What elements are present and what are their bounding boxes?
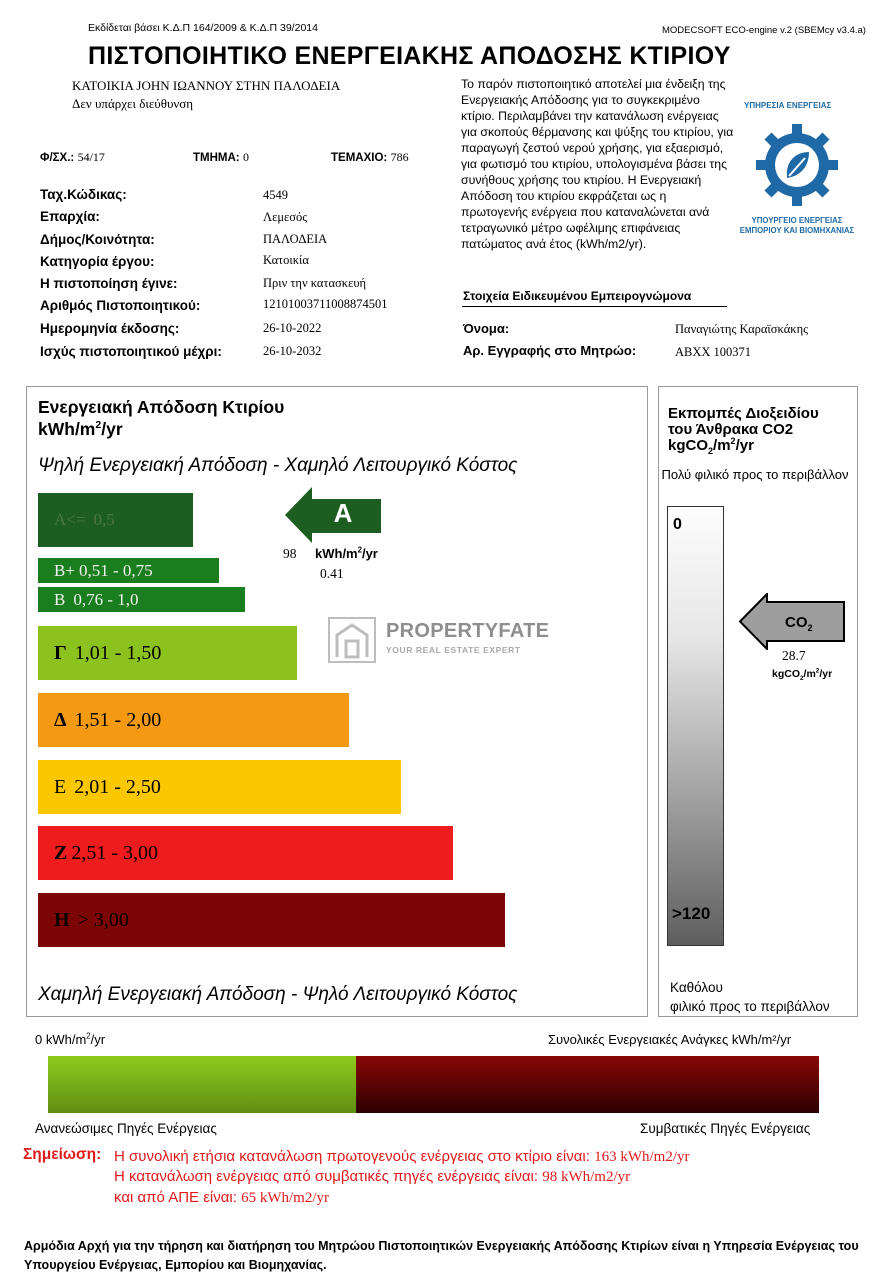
watermark-brand: PROPERTYFATE	[386, 620, 550, 642]
rating-band-b	[38, 587, 245, 612]
expert-registration-label: Αρ. Εγγραφής στο Μητρώο:	[463, 343, 637, 358]
band-letter: Η	[54, 908, 70, 931]
energy-rating-unit: kWh/$m^2/yr$	[38, 419, 123, 439]
co2-arrow-label: $CO_2$	[785, 614, 813, 633]
co2-scale-max: >120	[672, 904, 711, 923]
co2-title-line1: Εκπομπές Διοξειδίου	[668, 405, 819, 422]
high-performance-caption: Ψηλή Ενεργειακή Απόδοση - Χαμηλό Λειτουργικό Κόστος	[38, 455, 518, 476]
co2-not-friendly-label	[670, 978, 830, 1016]
regulation-reference: Εκδίδεται βάσει Κ.Δ.Π 164/2009 & Κ.Δ.Π 39/2014	[88, 22, 318, 34]
expert-section-title: Στοιχεία Ειδικευμένου Εμπειρογνώμονα	[463, 289, 692, 303]
note-conventional-value: 98 kWh/m2/yr	[542, 1169, 631, 1185]
co2-title-unit: $kgCO_2/m^2/yr$	[668, 436, 754, 456]
co2-title	[668, 406, 819, 454]
renewable-segment	[48, 1056, 356, 1113]
plot-field	[331, 150, 409, 165]
municipality-value: ΠΑΛΟΔΕΙΑ	[263, 232, 328, 246]
conventional-sources-label: Συμβατικές Πηγές Ενέργειας	[640, 1121, 811, 1136]
band-letter: B+	[54, 560, 75, 580]
note-total-text: Η συνολική ετήσια κατανάλωση πρωτογενούς ενέργειας στο κτίριο είναι:	[114, 1148, 590, 1165]
postcode-label: Ταχ.Κώδικας:	[40, 187, 127, 202]
band-range: 0,51 - 0,75	[78, 560, 153, 580]
note-total-consumption	[114, 1148, 689, 1166]
co2-emissions-unit: $kgCO_2/m^2/yr$	[772, 667, 833, 683]
co2-title-line2: του Άνθρακα CO2	[668, 421, 794, 438]
postcode-value: 4549	[263, 188, 288, 202]
rating-band-a	[38, 493, 193, 547]
plot-value: 786	[390, 150, 409, 164]
conventional-segment	[356, 1056, 819, 1113]
band-letter: Δ	[54, 708, 67, 731]
band-range: 2,01 - 2,50	[74, 775, 161, 798]
energy-bar-min-label: 0 kWh/$m^2/yr$	[35, 1031, 106, 1047]
certification-stage-value: Πριν την κατασκευή	[263, 276, 367, 290]
energy-consumption-unit: kWh/$m^2/yr$	[315, 545, 378, 561]
sheet-value: 54/17	[77, 150, 105, 164]
energy-ratio-value: 0.41	[320, 566, 344, 581]
watermark-tagline: YOUR REAL ESTATE EXPERT	[386, 645, 521, 655]
section-value: 0	[242, 150, 249, 164]
ministry-name-line2: ΕΜΠΟΡΙΟΥ ΚΑΙ ΒΙΟΜΗΧΑΝΙΑΣ	[739, 226, 855, 235]
district-value: Λεμεσός	[263, 210, 308, 224]
certificate-number-label: Αριθμός Πιστοποιητικού:	[40, 298, 201, 313]
energy-bar-total-label: Συνολικές Ενεργειακές Ανάγκες kWh/m²/yr	[548, 1032, 792, 1047]
rating-band-b-plus	[38, 558, 219, 583]
energy-consumption-value: 98	[283, 546, 297, 561]
band-range: 1,01 - 1,50	[74, 641, 162, 664]
ministry-name	[724, 216, 870, 236]
expert-name-label: Όνομα:	[463, 321, 510, 336]
note-total-value: 163 kWh/m2/yr	[594, 1149, 690, 1165]
page-title: ΠΙΣΤΟΠΟΙΗΤΙΚΟ ΕΝΕΡΓΕΙΑΚΗΣ ΑΠΟΔΟΣΗΣ ΚΤΙΡΙΟΥ	[88, 42, 731, 70]
energy-rating-heading: Ενεργειακή Απόδοση Κτιρίου	[38, 397, 285, 417]
band-letter: A<=	[54, 510, 86, 529]
band-range: 0,76 - 1,0	[73, 589, 139, 609]
certificate-number-value: 12101003711008874501	[263, 297, 388, 311]
section-label: ΤΜΗΜΑ:	[193, 152, 240, 164]
issue-date-label: Ημερομηνία έκδοσης:	[40, 321, 180, 336]
expert-name-value: Παναγιώτης Καραϊσκάκης	[675, 322, 809, 336]
band-letter: Γ	[54, 641, 67, 664]
co2-scale-min: 0	[673, 516, 682, 533]
issue-date-value: 26-10-2022	[263, 321, 322, 335]
watermark-logo-icon	[328, 617, 376, 663]
competent-authority-footer: Αρμόδια Αρχή για την τήρηση και διατήρηση του Μητρώου Πιστοποιητικών Ενεργειακής Απόδοσης Κτιρίων είναι η Υπηρεσία Ενέργειας του Υπουργείου Ενέργειας, Εμπορίου και Βιομηχανίας.	[24, 1239, 859, 1272]
note-label: Σημείωση:	[23, 1146, 102, 1163]
rating-band-zeta	[38, 826, 453, 880]
note-renewable-consumption	[114, 1189, 329, 1207]
rating-band-delta	[38, 693, 349, 747]
ministry-service-name: ΥΠΗΡΕΣΙΑ ΕΝΕΡΓΕΙΑΣ	[744, 101, 832, 110]
municipality-label: Δήμος/Κοινότητα:	[40, 232, 155, 247]
building-address: Δεν υπάρχει διεύθυνση	[72, 96, 194, 111]
co2-not-friendly-line2: φιλικό προς το περιβάλλον	[670, 999, 830, 1014]
district-label: Επαρχία:	[40, 209, 100, 224]
band-range: 0,5	[93, 510, 115, 529]
co2-emissions-value: 28.7	[782, 648, 806, 663]
co2-scale-bar	[667, 506, 724, 946]
rating-band-gamma	[38, 626, 297, 680]
co2-not-friendly-line1: Καθόλου	[670, 980, 723, 995]
building-owner: ΚΑΤΟΙΚΙΑ JOHN ΙΩΑΝΝΟΥ ΣΤΗΝ ΠΑΛΟΔΕΙΑ	[72, 78, 341, 93]
project-category-value: Κατοικία	[263, 253, 309, 267]
band-range: 2,51 - 3,00	[71, 841, 159, 864]
certificate-description: Το παρόν πιστοποιητικό αποτελεί μια ένδειξη της Ενεργειακής Απόδοσης για το συγκεκριμένο κτίριο. Περιλαμβάνει την κατανάλωση ενέργειας για σκοπούς θέρμανσης και ψύξης του κτιρίου, για παραγωγή ζεστού νερού χρήσης, για εξαερισμό, για φωτισμό του κτιρίου, υπολογισμένα βάσει της συνήθους χρήσης του κτιρίου. Η Ενεργειακή Απόδοση του κτιρίου εκφράζεται ως η πρωτογενής ενέργεια που καταναλώνεται ανά τετραγωνικό μέτρο ωφέλιμης επιφάνειας πατώματος ανά έτος (kWh/m2/yr).	[461, 77, 734, 251]
note-conventional-consumption	[114, 1168, 630, 1186]
valid-until-value: 26-10-2032	[263, 344, 322, 358]
ministry-name-line1: ΥΠΟΥΡΓΕΙΟ ΕΝΕΡΓΕΙΑΣ	[751, 216, 843, 225]
low-performance-caption: Χαμηλή Ενεργειακή Απόδοση - Ψηλό Λειτουργικό Κόστος	[38, 984, 518, 1005]
rating-band-epsilon	[38, 760, 401, 814]
valid-until-label: Ισχύς πιστοποιητικού μέχρι:	[40, 344, 222, 359]
renewable-sources-label: Ανανεώσιμες Πηγές Ενέργειας	[35, 1121, 217, 1136]
expert-divider	[462, 306, 727, 307]
software-version: MODECSOFT ECO-engine v.2 (SBEMcy v3.4.a)	[662, 25, 866, 36]
co2-very-friendly-label: Πολύ φιλικό προς το περιβάλλον	[661, 467, 849, 482]
ministry-gear-logo-icon	[751, 118, 843, 212]
sheet-field	[40, 150, 105, 165]
band-range: > 3,00	[77, 908, 129, 931]
expert-registration-value: ΑΒΧΧ 100371	[675, 345, 752, 359]
energy-class-letter: A	[333, 498, 353, 528]
note-conventional-text: Η κατανάλωση ενέργειας από συμβατικές πηγές ενέργειας είναι:	[114, 1168, 539, 1185]
band-letter: B	[54, 589, 66, 609]
energy-sources-bar	[48, 1056, 819, 1113]
sheet-label: Φ/ΣΧ.:	[40, 152, 75, 164]
note-renewable-text: και από ΑΠΕ είναι:	[114, 1189, 237, 1206]
band-range: 1,51 - 2,00	[74, 708, 162, 731]
certification-stage-label: Η πιστοποίηση έγινε:	[40, 276, 178, 291]
band-letter: Ε	[54, 775, 67, 798]
band-letter: Ζ	[54, 841, 68, 864]
note-renewable-value: 65 kWh/m2/yr	[241, 1190, 329, 1206]
section-field	[193, 150, 249, 165]
energy-rating-title	[38, 396, 284, 440]
project-category-label: Κατηγορία έργου:	[40, 254, 155, 269]
plot-label: ΤΕΜΑΧΙΟ:	[331, 152, 388, 164]
rating-band-eta	[38, 893, 505, 947]
